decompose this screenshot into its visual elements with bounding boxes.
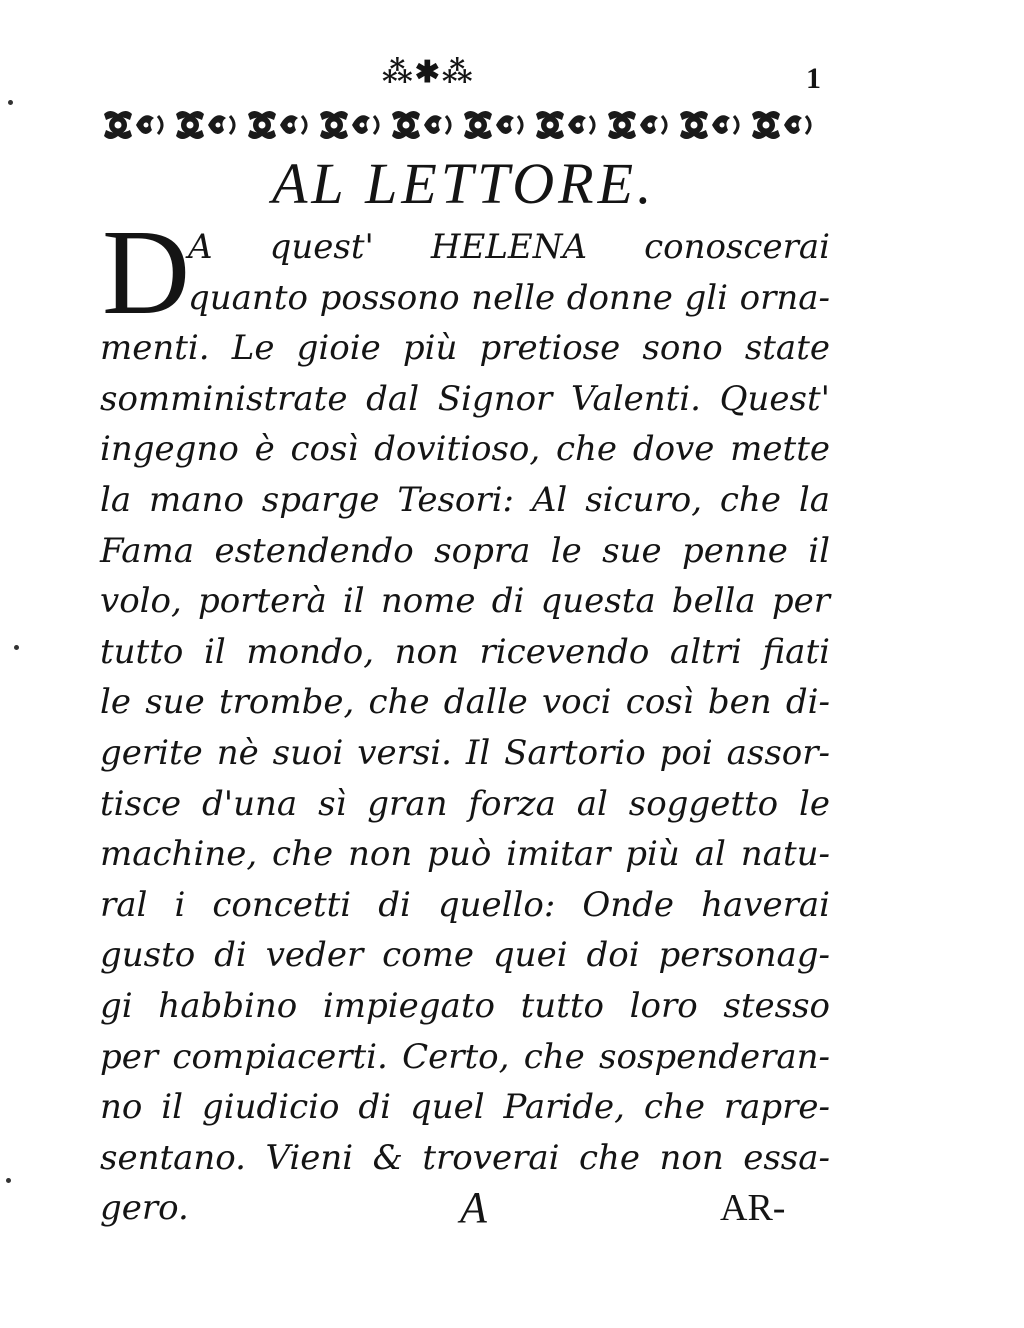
text-line: quanto possono nelle donne gli orna- [188,277,830,318]
text-line: tutto il mondo, non ricevendo altri fiati [100,631,830,672]
text-line: le sue trombe, che dalle voci così ben di- [100,682,830,723]
text-line: gusto di veder come quei doi personag- [100,935,830,976]
text-line: Fama estendendo sopra le sue penne il [100,530,830,571]
text-line: volo, porterà il nome di questa bella per [100,581,830,622]
text-line: no il giudicio di quel Paride, che rapre- [100,1087,830,1128]
drop-cap: D [102,205,191,340]
text-line: machine, che non può imitar più al natu- [100,834,830,875]
catchword: AR- [720,1187,786,1229]
decorative-band [100,104,820,146]
margin-speck [8,100,13,105]
text-line: per compiacerti. Certo, che sospenderan- [100,1036,830,1077]
text-line: ingegno è così dovitioso, che dove mette [100,429,830,470]
text-line: A quest' HELENA conoscerai [188,227,830,267]
page-number: 1 [806,62,821,95]
text-line: tisce d'una sì gran forza al soggetto le [100,783,830,824]
text-line: somministrate dal Signor Valenti. Quest' [100,378,830,419]
section-heading: AL LETTORE. [272,151,656,216]
text-line: la mano sparge Tesori: Al sicuro, che la [100,479,830,520]
text-line: gero. [100,1188,189,1229]
text-line: gerite nè suoi versi. Il Sartorio poi assor- [100,732,830,773]
margin-speck [6,1178,11,1183]
text-line: menti. Le gioie più pretiose sono state [100,328,830,369]
margin-speck [14,645,19,650]
top-ornament: ⁂✱⁂ [382,55,475,90]
text-line: ral i concetti di quello: Onde haverai [100,884,830,925]
text-line: sentano. Vieni & troverai che non essa- [100,1137,830,1178]
signature-mark: A [460,1183,487,1232]
text-line: gi habbino impiegato tutto loro stesso [100,985,830,1026]
body-text [100,222,830,1234]
